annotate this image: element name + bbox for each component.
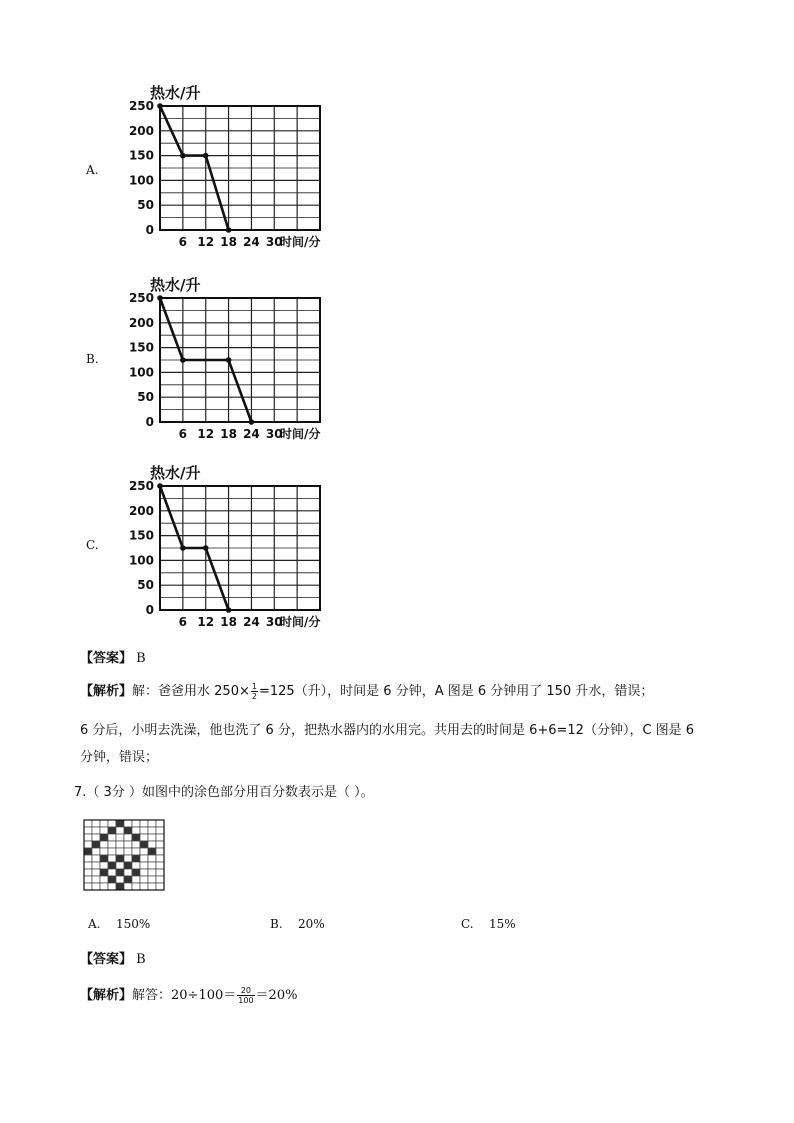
grid-cell xyxy=(92,827,100,834)
grid-cell xyxy=(132,883,140,890)
data-point xyxy=(249,419,255,425)
x-tick-label: 18 xyxy=(220,615,237,629)
grid-cell xyxy=(108,841,116,848)
grid-cell xyxy=(84,827,92,834)
data-point xyxy=(180,153,186,159)
fraction-numerator: 1 xyxy=(251,682,257,691)
grid-cell xyxy=(116,876,124,883)
grid-cell xyxy=(140,869,148,876)
option-b-label: B. xyxy=(86,352,99,366)
shaded-cell xyxy=(116,869,124,876)
choice-c-letter: C. xyxy=(461,917,474,931)
grid-cell xyxy=(100,876,108,883)
chart-title: 热水/升 xyxy=(150,276,201,294)
shaded-cell xyxy=(132,855,140,862)
chart-title: 热水/升 xyxy=(150,464,201,482)
grid-cell xyxy=(148,883,156,890)
grid-cell xyxy=(124,869,132,876)
fraction-half xyxy=(251,682,258,701)
grid-cell xyxy=(92,862,100,869)
grid-cell xyxy=(84,876,92,883)
x-tick-label: 6 xyxy=(178,615,188,629)
shaded-cell xyxy=(92,841,100,848)
grid-cell xyxy=(84,855,92,862)
grid-cell xyxy=(84,820,92,827)
grid-cell xyxy=(100,827,108,834)
grid-cell xyxy=(156,848,164,855)
choice-b[interactable] xyxy=(270,917,325,931)
x-tick-label: 18 xyxy=(220,235,237,249)
grid-cell xyxy=(124,883,132,890)
y-tick-label: 200 xyxy=(128,123,154,138)
shaded-cell xyxy=(84,848,92,855)
choice-c-text: 15% xyxy=(489,917,516,931)
grid-cell xyxy=(108,848,116,855)
grid-cell xyxy=(156,869,164,876)
grid-cell xyxy=(140,855,148,862)
shaded-cell xyxy=(116,855,124,862)
shaded-cell xyxy=(100,869,108,876)
chart-option-b xyxy=(110,270,360,450)
grid-cell xyxy=(92,820,100,827)
analysis-line-final xyxy=(80,984,297,1005)
chart-option-a xyxy=(110,78,360,258)
y-tick-label: 150 xyxy=(128,148,154,163)
y-tick-label: 0 xyxy=(145,223,154,237)
analysis-suffix: =125（升），时间是 6 分钟，A 图是 6 分钟用了 150 升水，错误； xyxy=(258,684,654,699)
grid-cell xyxy=(140,827,148,834)
grid-cell xyxy=(92,883,100,890)
grid-cell xyxy=(156,876,164,883)
grid-cell xyxy=(84,869,92,876)
grid-cell xyxy=(156,820,164,827)
grid-cell xyxy=(84,883,92,890)
y-tick-label: 50 xyxy=(137,578,154,593)
answer-tag: 【答案】 xyxy=(80,952,133,967)
y-tick-label: 50 xyxy=(137,390,154,405)
shaded-cell xyxy=(108,876,116,883)
grid-cell xyxy=(132,848,140,855)
grid-cell xyxy=(108,820,116,827)
grid-cell xyxy=(140,883,148,890)
y-tick-label: 0 xyxy=(145,603,154,617)
choice-b-text: 20% xyxy=(298,917,325,931)
shaded-cell xyxy=(124,876,132,883)
grid-cell xyxy=(116,834,124,841)
shaded-cell xyxy=(116,883,124,890)
fraction-numerator: 20 xyxy=(237,986,254,996)
chart-option-c xyxy=(110,458,360,638)
grid-cell xyxy=(108,883,116,890)
grid-cell xyxy=(132,862,140,869)
grid-cell xyxy=(124,820,132,827)
shaded-grid-figure xyxy=(84,820,164,892)
shaded-cell xyxy=(116,820,124,827)
answer-line-1 xyxy=(80,647,146,666)
grid-cell xyxy=(140,848,148,855)
choice-a[interactable] xyxy=(88,917,150,931)
grid-cell xyxy=(140,862,148,869)
answer-line-2 xyxy=(80,948,146,967)
grid-cell xyxy=(108,855,116,862)
x-tick-label: 30 xyxy=(265,235,283,249)
x-tick-label: 6 xyxy=(178,235,188,249)
x-tick-label: 12 xyxy=(197,235,215,249)
grid-cell xyxy=(148,855,156,862)
grid-cell xyxy=(148,827,156,834)
grid-cell xyxy=(156,883,164,890)
grid-cell xyxy=(148,862,156,869)
shaded-cell xyxy=(148,848,156,855)
grid-cell xyxy=(124,855,132,862)
grid-cell xyxy=(92,834,100,841)
data-point xyxy=(157,483,163,489)
shaded-cell xyxy=(108,862,116,869)
data-point xyxy=(226,607,232,613)
grid-cell xyxy=(116,827,124,834)
x-tick-label: 24 xyxy=(243,235,260,249)
grid-cell xyxy=(116,848,124,855)
grid-cell xyxy=(124,848,132,855)
grid-cell xyxy=(148,869,156,876)
shaded-cell xyxy=(100,855,108,862)
y-tick-label: 250 xyxy=(128,479,154,493)
x-axis-label: 时间/分 xyxy=(280,235,321,249)
grid-cell xyxy=(100,862,108,869)
grid-cell xyxy=(124,834,132,841)
data-point xyxy=(157,295,163,301)
grid-cell xyxy=(140,834,148,841)
grid-cell xyxy=(116,862,124,869)
shaded-cell xyxy=(140,841,148,848)
x-axis-label: 时间/分 xyxy=(280,615,321,629)
fraction-twenty-hundredths xyxy=(237,986,254,1005)
data-point xyxy=(226,227,232,233)
grid-cell xyxy=(116,841,124,848)
grid-cell xyxy=(84,834,92,841)
grid-cell xyxy=(132,841,140,848)
y-tick-label: 100 xyxy=(128,173,154,188)
grid-cell xyxy=(108,869,116,876)
fraction-denominator: 100 xyxy=(238,996,254,1005)
grid-cell xyxy=(108,834,116,841)
choice-c[interactable] xyxy=(461,917,516,931)
x-tick-label: 6 xyxy=(178,427,188,441)
shaded-cell xyxy=(132,869,140,876)
analysis-line-3: 分钟，错误； xyxy=(80,750,159,765)
y-tick-label: 50 xyxy=(137,198,154,213)
grid-cell xyxy=(156,841,164,848)
option-a-label: A. xyxy=(86,163,99,177)
analysis-line-2: 6 分后，小明去洗澡，他也洗了 6 分，把热水器内的水用完。共用去的时间是 6+6=12（分钟），C 图是 6 xyxy=(80,723,695,738)
y-tick-label: 100 xyxy=(128,553,154,568)
grid-cell xyxy=(148,876,156,883)
data-point xyxy=(180,545,186,551)
grid-cell xyxy=(100,883,108,890)
x-tick-label: 18 xyxy=(220,427,237,441)
data-point xyxy=(226,357,232,363)
answer-tag: 【答案】 xyxy=(80,651,133,666)
shaded-cell xyxy=(100,834,108,841)
grid-cell xyxy=(140,820,148,827)
grid-cell xyxy=(84,841,92,848)
choice-b-letter: B. xyxy=(270,917,283,931)
grid-cell xyxy=(92,869,100,876)
grid-cell xyxy=(100,820,108,827)
y-tick-label: 150 xyxy=(128,340,154,355)
choice-a-text: 150% xyxy=(116,917,151,931)
data-point xyxy=(157,103,163,109)
x-tick-label: 12 xyxy=(197,427,215,441)
y-tick-label: 100 xyxy=(128,365,154,380)
answer-value: B xyxy=(136,651,146,666)
chart-title: 热水/升 xyxy=(150,84,201,102)
analysis-tag: 【解析】 xyxy=(80,988,133,1003)
shaded-cell xyxy=(108,827,116,834)
grid-cell xyxy=(124,841,132,848)
x-axis-label: 时间/分 xyxy=(280,427,321,441)
analysis-tag: 【解析】 xyxy=(80,684,133,699)
data-point xyxy=(203,545,209,551)
grid-cell xyxy=(148,820,156,827)
analysis-suffix: ＝20% xyxy=(255,988,298,1003)
y-tick-label: 0 xyxy=(145,415,154,429)
grid-cell xyxy=(92,855,100,862)
x-tick-label: 24 xyxy=(243,615,260,629)
y-tick-label: 150 xyxy=(128,528,154,543)
question-7-text: 7.（ 3分 ）如图中的涂色部分用百分数表示是（ ）。 xyxy=(74,785,374,800)
grid-cell xyxy=(100,848,108,855)
shaded-cell xyxy=(132,834,140,841)
grid-cell xyxy=(156,827,164,834)
x-tick-label: 30 xyxy=(265,427,283,441)
data-point xyxy=(180,357,186,363)
answer-value: B xyxy=(136,952,146,967)
y-tick-label: 200 xyxy=(128,503,154,518)
analysis-line-1 xyxy=(80,680,653,701)
grid-cell xyxy=(148,841,156,848)
grid-cell xyxy=(140,876,148,883)
analysis-prefix: 解答：20÷100＝ xyxy=(132,988,237,1003)
option-c-label: C. xyxy=(86,538,99,552)
choice-a-letter: A. xyxy=(88,917,101,931)
grid-cell xyxy=(100,841,108,848)
y-tick-label: 250 xyxy=(128,99,154,113)
analysis-prefix: 解：爸爸用水 250× xyxy=(132,684,250,699)
grid-cell xyxy=(132,876,140,883)
grid-cell xyxy=(92,848,100,855)
grid-cell xyxy=(84,862,92,869)
grid-cell xyxy=(132,820,140,827)
grid-cell xyxy=(156,855,164,862)
shaded-cell xyxy=(124,827,132,834)
shaded-cell xyxy=(124,862,132,869)
data-point xyxy=(203,153,209,159)
y-tick-label: 250 xyxy=(128,291,154,305)
x-tick-label: 30 xyxy=(265,615,283,629)
grid-cell xyxy=(148,834,156,841)
grid-cell xyxy=(92,876,100,883)
x-tick-label: 24 xyxy=(243,427,260,441)
fraction-denominator: 2 xyxy=(251,692,257,701)
grid-cell xyxy=(156,862,164,869)
grid-cell xyxy=(132,827,140,834)
y-tick-label: 200 xyxy=(128,315,154,330)
grid-cell xyxy=(156,834,164,841)
x-tick-label: 12 xyxy=(197,615,215,629)
